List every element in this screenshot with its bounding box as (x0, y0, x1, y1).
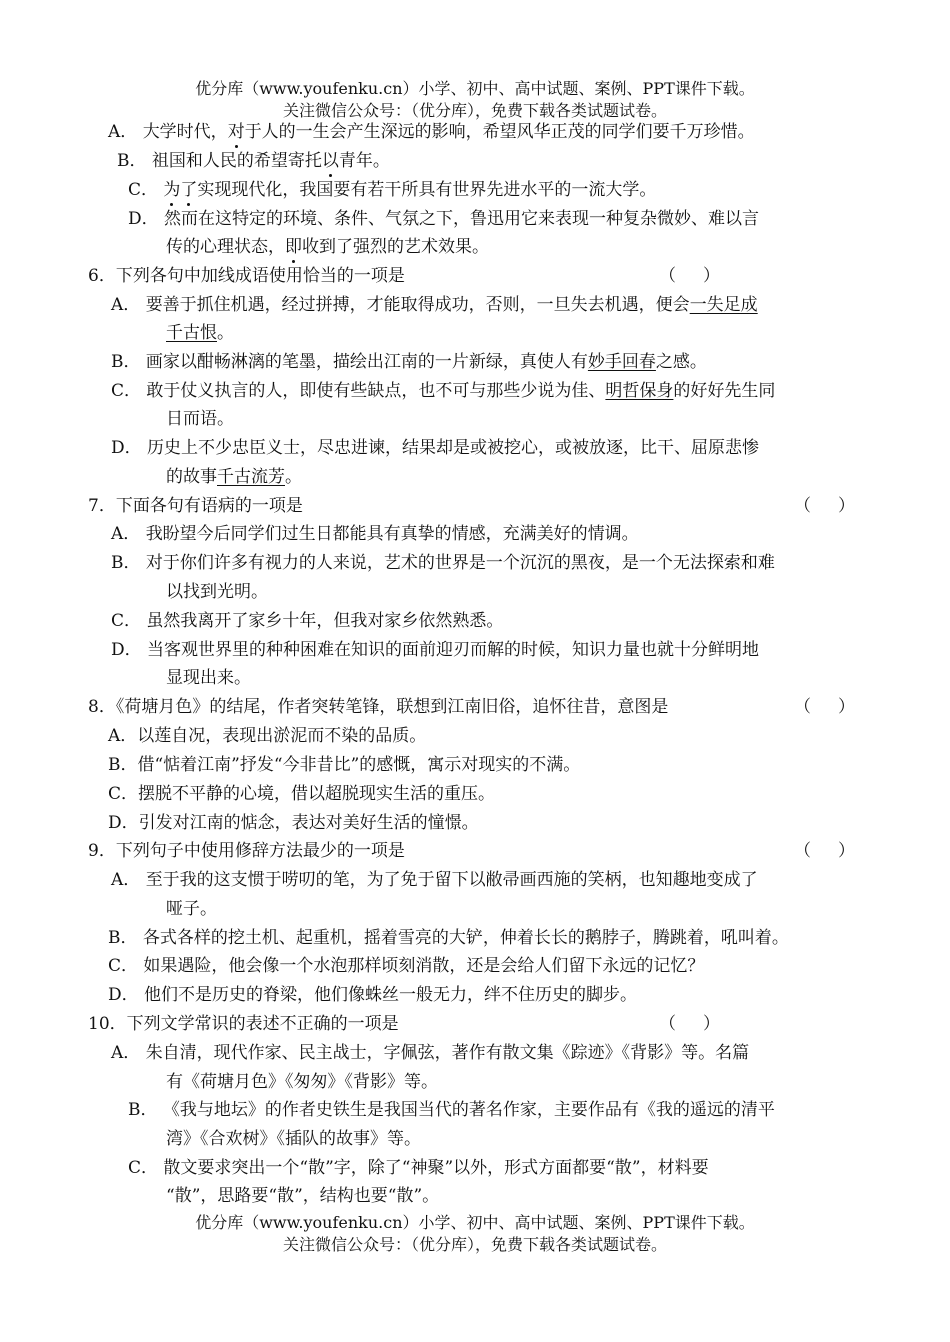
option-text: 各式各样的挖土机、起重机，摇着雪亮的大铲，伸着长长的鹅脖子，腾跳着，吼叫着。 (142, 928, 789, 948)
q8-stem: 8．《荷塘月色》的结尾，作者突转笔锋，联想到江南旧俗，追怀往昔，意图是 (88, 697, 669, 717)
q6-option-d-cont (166, 466, 302, 488)
q7-option-b-cont: 以找到光明。 (166, 582, 268, 602)
q10-stem: 10．下列文学常识的表述不正确的一项是 (88, 1014, 399, 1034)
q6-option-a-cont (166, 322, 234, 344)
footer-line-1: 优分库（www.youfenku.cn）小学、初中、高中试题、案例、PPT课件下载。 (195, 1213, 755, 1232)
q9-option-c (108, 955, 704, 977)
q10-option-b-cont: 湾》《合欢树》《插队的故事》等。 (166, 1129, 421, 1149)
option-label: B． (111, 352, 141, 372)
header-line-1: 优分库（www.youfenku.cn）小学、初中、高中试题、案例、PPT课件下载。 (195, 79, 755, 98)
q9-option-d (108, 984, 637, 1006)
q6-option-c (111, 380, 775, 402)
option-label: D． (128, 209, 159, 229)
q8-answer-paren: （ ） (794, 697, 856, 717)
q6-option-c-cont: 日而语。 (166, 409, 234, 429)
option-label: A． (111, 524, 141, 544)
option-text: 朱自清，现代作家、民主战士，字佩弦，著作有散文集《踪迹》《背影》等。名篇 (145, 1043, 750, 1063)
underlined-idiom: 妙手回春 (587, 352, 656, 372)
q8-option-c: C．摆脱不平静的心境，借以超脱现实生活的重压。 (108, 784, 496, 804)
option-text: 如果遇险，他会像一个水泡那样顷刻消散，还是会给人们留下永远的记忆？ (143, 956, 705, 976)
q7-option-a (111, 523, 639, 545)
option-label: C． (128, 1158, 159, 1178)
option-text: 《我与地坛》的作者史铁生是我国当代的著名作家，主要作品有《我的遥远的清平 (162, 1100, 775, 1120)
underlined-idiom: 一失足成 (689, 295, 758, 315)
option-text: 敢于仗义执言的人，即使有些缺点，也不可与那些少说为佳、 (146, 381, 606, 401)
option-text: 要善于抓住机遇，经过拼搏，才能取得成功，否则，一旦失去机遇，便会 (145, 295, 690, 315)
q5-option-c (128, 179, 656, 201)
option-label: B． (117, 151, 147, 171)
q6-answer-paren: （ ） (659, 266, 721, 286)
underlined-idiom: 千古恨 (166, 323, 217, 343)
q6-option-a (111, 294, 758, 316)
footer-line-2: 关注微信公众号：（优分库），免费下载各类试题试卷。 (282, 1235, 667, 1254)
option-label: C． (111, 381, 142, 401)
option-label: A． (111, 295, 141, 315)
option-label: A． (111, 1043, 141, 1063)
dotted-char: 即 (285, 237, 302, 257)
option-label: D． (111, 640, 142, 660)
option-label: A． (108, 122, 138, 142)
option-text: 之感。 (655, 352, 707, 372)
option-text: 于人的一生会产生深远的影响，希望风华正茂的同学们要千万珍惜。 (244, 122, 755, 142)
option-text: 的好好先生同 (673, 381, 776, 401)
header-line-2: 关注微信公众号：（优分库），免费下载各类试题试卷。 (282, 101, 667, 120)
q7-stem: 7．下面各句有语病的一项是 (88, 496, 303, 516)
option-text: 虽然我离开了家乡十年，但我对家乡依然熟悉。 (146, 611, 504, 631)
underlined-idiom: 明哲保身 (605, 381, 674, 401)
q6-option-d (111, 437, 759, 459)
q7-option-c (111, 610, 503, 632)
option-text: 然而在这特定的环境、条件、气氛之下，鲁迅用它来表现一种复杂微妙、难以言 (164, 209, 760, 229)
dotted-char: 以 (321, 151, 339, 171)
dotted-char: 了 (180, 180, 198, 200)
option-text: 画家以酣畅淋漓的笔墨，描绘出江南的一片新绿，真使人有 (145, 352, 588, 372)
option-text: 对于你们许多有视力的人来说，艺术的世界是一个沉沉的黑夜，是一个无法探索和难 (145, 553, 775, 573)
q10-option-c (128, 1157, 709, 1179)
option-text: 他们不是历史的脊梁，他们像蛛丝一般无力，绊不住历史的脚步。 (144, 985, 638, 1005)
option-text: 。 (217, 323, 234, 343)
q7-answer-paren: （ ） (794, 496, 856, 516)
option-text: 收到了强烈的艺术效果。 (302, 237, 489, 257)
option-text: 我盼望今后同学们过生日都能具有真挚的情感，充满美好的情调。 (145, 524, 639, 544)
q9-answer-paren: （ ） (794, 841, 856, 861)
q9-option-a-cont: 哑子。 (166, 899, 217, 919)
q9-stem: 9．下列句子中使用修辞方法最少的一项是 (88, 841, 405, 861)
option-label: C． (111, 611, 142, 631)
option-text: 的故事 (166, 467, 217, 487)
q5-option-d (128, 208, 759, 230)
q5-option-d-cont (166, 236, 489, 258)
option-label: C． (128, 180, 159, 200)
q8-option-d: D．引发对江南的惦念，表达对美好生活的憧憬。 (108, 813, 479, 833)
q10-option-a-cont: 有《荷塘月色》《匆匆》《背影》等。 (166, 1072, 438, 1092)
option-label: D． (111, 438, 142, 458)
q10-option-a (111, 1042, 749, 1064)
q9-option-b (108, 927, 789, 949)
q5-option-b (117, 150, 390, 172)
option-label: B． (108, 928, 138, 948)
dotted-char: 对 (227, 122, 245, 142)
option-text: 。 (285, 467, 302, 487)
q7-option-d (111, 639, 759, 661)
option-text: 实现现代化，我国要有若干所具有世界先进水平的一流大学。 (197, 180, 657, 200)
option-label: C． (108, 956, 139, 976)
option-text: 祖国和人民的希望寄托 (151, 151, 322, 171)
q8-option-b: B．借“惦着江南”抒发“今非昔比”的感慨，寓示对现实的不满。 (108, 755, 581, 775)
option-label: B． (128, 1100, 158, 1120)
q10-option-b (128, 1099, 775, 1121)
underlined-idiom: 千古流芳 (217, 467, 285, 487)
q7-option-b (111, 552, 775, 574)
option-label: B． (111, 553, 141, 573)
q10-answer-paren: （ ） (659, 1014, 721, 1034)
option-label: D． (108, 985, 139, 1005)
q6-stem: 6．下列各句中加线成语使用恰当的一项是 (88, 266, 405, 286)
dotted-char: 为 (163, 180, 181, 200)
q8-option-a: A．以莲自况，表现出淤泥而不染的品质。 (108, 726, 427, 746)
option-text: 青年。 (338, 151, 390, 171)
option-text: 大学时代， (142, 122, 228, 142)
option-label: A． (111, 870, 141, 890)
option-text: 散文要求突出一个“散”字，除了“神聚”以外，形式方面都要“散”，材料要 (163, 1158, 709, 1178)
option-text: 历史上不少忠臣义士，尽忠进谏，结果却是或被挖心，或被放逐，比干、屈原悲惨 (147, 438, 760, 458)
option-text: 至于我的这支惯于唠叨的笔，为了免于留下以敝帚画西施的笑柄，也知趣地变成了 (145, 870, 758, 890)
q6-option-b (111, 351, 707, 373)
option-text: 当客观世界里的种种困难在知识的面前迎刃而解的时候，知识力量也就十分鲜明地 (147, 640, 760, 660)
q7-option-d-cont: 显现出来。 (166, 668, 251, 688)
q5-option-a (108, 121, 755, 143)
q9-option-a (111, 869, 758, 891)
option-text: 传的心理状态， (166, 237, 285, 257)
q10-option-c-cont: “散”，思路要“散”，结构也要“散”。 (166, 1186, 440, 1206)
